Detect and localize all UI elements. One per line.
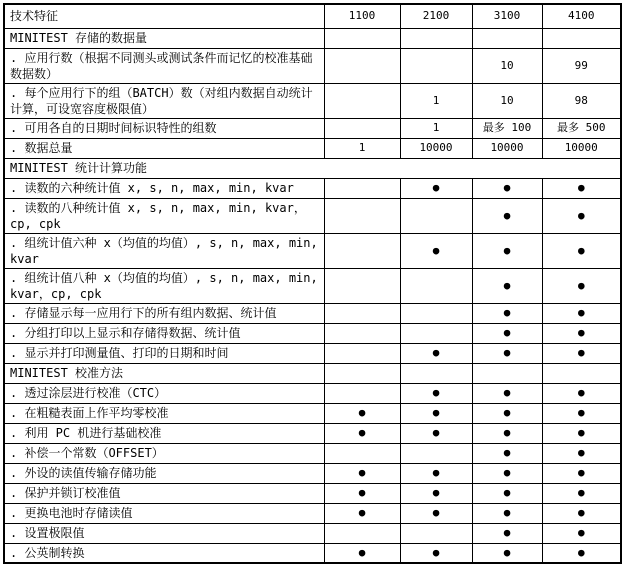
feature-label: . 显示并打印测量值、打印的日期和时间 [4,343,324,363]
empty-cell [324,443,400,463]
feature-label: . 读数的六种统计值 x, s, n, max, min, kvar [4,178,324,198]
empty-cell [324,233,400,268]
feature-dot-cell: ● [400,423,472,443]
feature-dot-cell: ● [472,543,542,563]
feature-dot-cell: ● [542,523,621,543]
table-row [4,268,621,303]
feature-label: . 利用 PC 机进行基础校准 [4,423,324,443]
table-row [4,423,621,443]
feature-dot-cell: ● [400,403,472,423]
feature-dot-cell: ● [472,198,542,233]
feature-dot-cell: ● [400,178,472,198]
feature-dot-cell: ● [472,443,542,463]
feature-dot-cell: ● [542,463,621,483]
column-header-feature: 技术特征 [4,4,324,28]
empty-cell [542,28,621,48]
feature-dot-cell: ● [542,303,621,323]
feature-value-cell: 98 [542,83,621,118]
feature-dot-cell: ● [472,403,542,423]
feature-dot-cell: ● [542,403,621,423]
feature-dot-cell: ● [400,343,472,363]
feature-label: . 公英制转换 [4,543,324,563]
feature-dot-cell: ● [542,268,621,303]
empty-cell [324,48,400,83]
table-row [4,178,621,198]
table-row [4,503,621,523]
feature-dot-cell: ● [542,503,621,523]
section-row [4,158,621,178]
feature-dot-cell: ● [472,463,542,483]
feature-dot-cell: ● [472,483,542,503]
table-row [4,48,621,83]
section-title: MINITEST 存储的数据量 [4,28,324,48]
feature-label: . 保护并锁订校准值 [4,483,324,503]
feature-dot-cell: ● [400,543,472,563]
table-row [4,343,621,363]
feature-dot-cell: ● [472,423,542,443]
table-row [4,233,621,268]
table-row [4,383,621,403]
feature-value-cell: 10 [472,48,542,83]
empty-cell [324,383,400,403]
feature-label: . 可用各自的日期时间标识特性的组数 [4,118,324,138]
feature-dot-cell: ● [542,343,621,363]
feature-dot-cell: ● [324,483,400,503]
feature-label: . 更换电池时存储读值 [4,503,324,523]
empty-cell [542,363,621,383]
header-row [4,4,621,28]
empty-cell [400,323,472,343]
feature-dot-cell: ● [472,503,542,523]
table-row [4,523,621,543]
feature-label: . 补偿一个常数（OFFSET） [4,443,324,463]
empty-cell [324,363,400,383]
feature-value-cell: 10000 [400,138,472,158]
feature-dot-cell: ● [542,543,621,563]
feature-dot-cell: ● [472,383,542,403]
feature-dot-cell: ● [324,403,400,423]
feature-dot-cell: ● [472,233,542,268]
empty-cell [400,523,472,543]
empty-cell [400,48,472,83]
table-body [4,28,621,563]
feature-value-cell: 10000 [542,138,621,158]
feature-label: . 每个应用行下的组（BATCH）数（对组内数据自动统计计算，可设宽容度极限值） [4,83,324,118]
feature-label: . 分组打印以上显示和存储得数据、统计值 [4,323,324,343]
feature-value-cell: 最多 500 [542,118,621,138]
feature-dot-cell: ● [400,503,472,523]
feature-value-cell: 10000 [472,138,542,158]
feature-label: . 在粗糙表面上作平均零校准 [4,403,324,423]
feature-label: . 读数的八种统计值 x, s, n, max, min, kvar，cp, cpk [4,198,324,233]
feature-label: . 数据总量 [4,138,324,158]
feature-dot-cell: ● [542,443,621,463]
section-title: MINITEST 统计计算功能 [4,158,621,178]
column-header-1100: 1100 [324,4,400,28]
feature-dot-cell: ● [542,323,621,343]
feature-value-cell: 10 [472,83,542,118]
feature-label: . 组统计值六种 x（均值的均值）, s, n, max, min, kvar [4,233,324,268]
feature-dot-cell: ● [324,423,400,443]
table-row [4,463,621,483]
table-row [4,403,621,423]
feature-value-cell: 最多 100 [472,118,542,138]
feature-dot-cell: ● [400,233,472,268]
table-row [4,198,621,233]
table-row [4,483,621,503]
empty-cell [472,28,542,48]
feature-value-cell: 1 [400,118,472,138]
table-row [4,303,621,323]
feature-dot-cell: ● [400,463,472,483]
spec-comparison-table [3,3,622,564]
empty-cell [400,268,472,303]
empty-cell [324,323,400,343]
empty-cell [400,303,472,323]
feature-value-cell: 99 [542,48,621,83]
empty-cell [472,363,542,383]
column-header-2100: 2100 [400,4,472,28]
empty-cell [324,118,400,138]
table-row [4,323,621,343]
feature-dot-cell: ● [324,463,400,483]
empty-cell [324,303,400,323]
empty-cell [324,198,400,233]
feature-label: . 设置极限值 [4,523,324,543]
feature-label: . 应用行数（根据不同测头或测试条件而记忆的校准基础数据数） [4,48,324,83]
feature-dot-cell: ● [472,343,542,363]
table-row [4,118,621,138]
feature-dot-cell: ● [472,523,542,543]
feature-dot-cell: ● [472,178,542,198]
empty-cell [400,198,472,233]
feature-label: . 透过涂层进行校准（CTC） [4,383,324,403]
empty-cell [324,343,400,363]
empty-cell [400,363,472,383]
feature-label: . 存储显示每一应用行下的所有组内数据、统计值 [4,303,324,323]
feature-dot-cell: ● [472,268,542,303]
feature-dot-cell: ● [324,503,400,523]
empty-cell [400,28,472,48]
table-row [4,543,621,563]
table-row [4,443,621,463]
column-header-4100: 4100 [542,4,621,28]
feature-dot-cell: ● [472,303,542,323]
empty-cell [324,523,400,543]
feature-value-cell: 1 [400,83,472,118]
feature-dot-cell: ● [542,383,621,403]
feature-dot-cell: ● [542,483,621,503]
feature-dot-cell: ● [542,233,621,268]
section-title: MINITEST 校准方法 [4,363,324,383]
empty-cell [400,443,472,463]
empty-cell [324,268,400,303]
empty-cell [324,178,400,198]
feature-dot-cell: ● [542,198,621,233]
section-row [4,28,621,48]
empty-cell [324,28,400,48]
section-row [4,363,621,383]
feature-label: . 外设的读值传输存储功能 [4,463,324,483]
feature-dot-cell: ● [542,423,621,443]
feature-dot-cell: ● [400,383,472,403]
table-row [4,83,621,118]
feature-dot-cell: ● [542,178,621,198]
feature-dot-cell: ● [472,323,542,343]
feature-value-cell: 1 [324,138,400,158]
feature-dot-cell: ● [324,543,400,563]
feature-label: . 组统计值八种 x（均值的均值）, s, n, max, min, kvar，cp, cpk [4,268,324,303]
empty-cell [324,83,400,118]
table-row [4,138,621,158]
feature-dot-cell: ● [400,483,472,503]
column-header-3100: 3100 [472,4,542,28]
